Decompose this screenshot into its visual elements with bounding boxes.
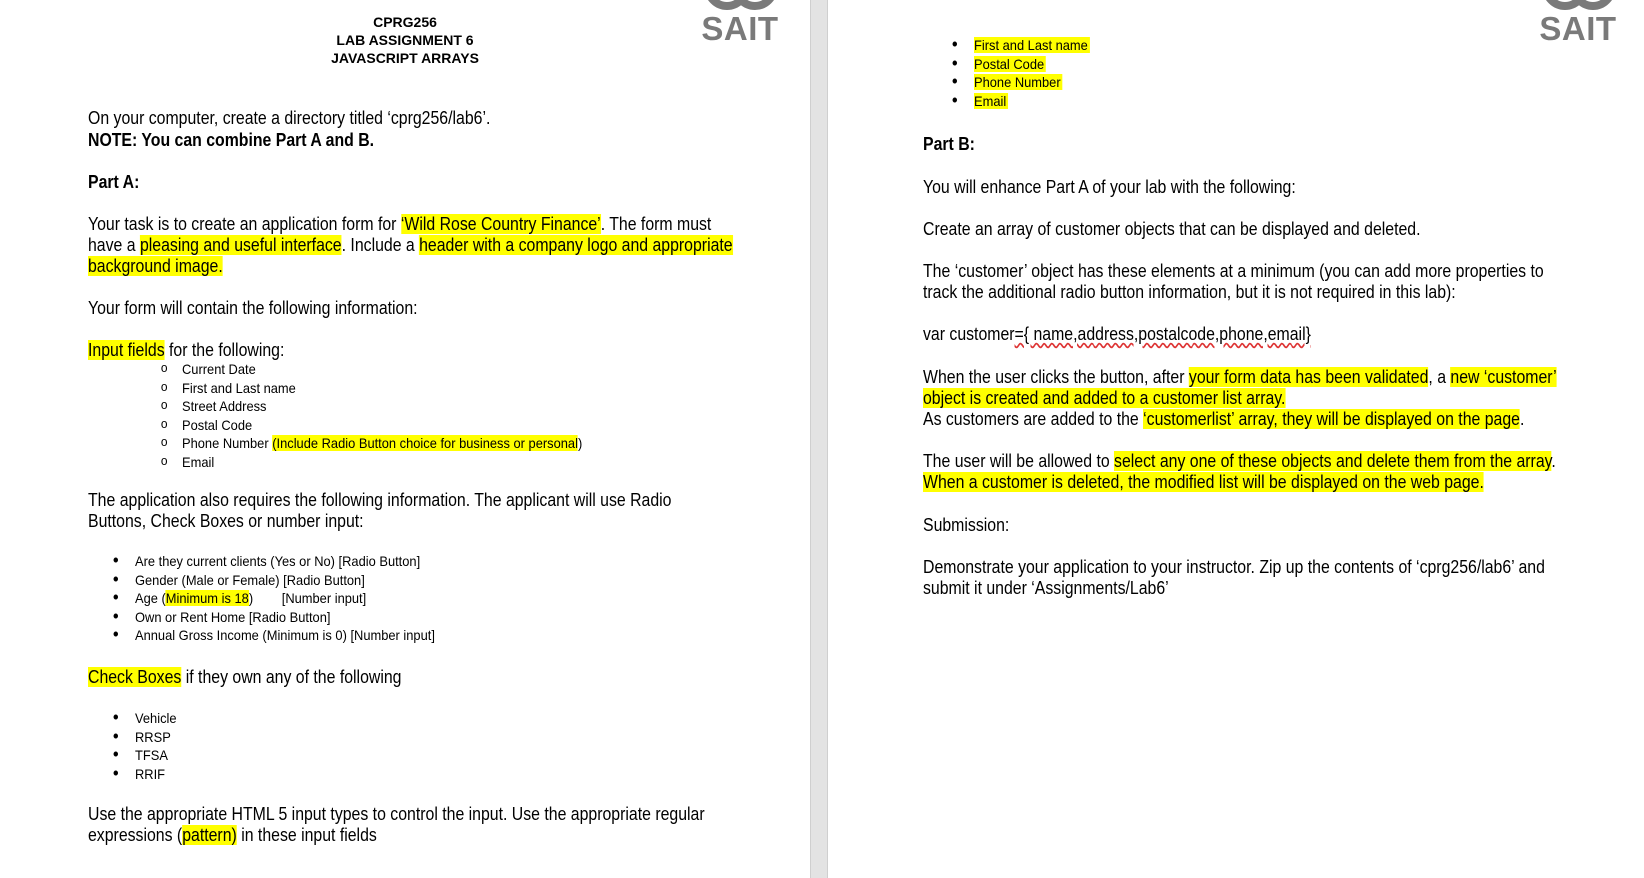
list-item: o Email bbox=[182, 453, 582, 472]
document-page-2 bbox=[828, 0, 1644, 878]
list-item: o Phone Number (Include Radio Button choice for business or personal) bbox=[182, 434, 582, 453]
delete-line-2: When a customer is deleted, the modified list will be displayed on the web page. bbox=[923, 472, 1484, 492]
page-divider bbox=[810, 0, 828, 878]
click-line-1: When the user clicks the button, after your form data has been validated, a new ‘customer’ bbox=[923, 367, 1557, 387]
continued-list bbox=[974, 36, 1100, 110]
html5-line-1: Use the appropriate HTML 5 input types to control the input. Use the appropriate regular bbox=[88, 804, 705, 824]
delete-line-1: The user will be allowed to select any one of these objects and delete them from the array. bbox=[923, 451, 1556, 471]
requirements-list bbox=[135, 552, 461, 645]
input-fields-list bbox=[182, 360, 617, 471]
list-item: o Current Date bbox=[182, 360, 582, 379]
customer-object-line-1: The ‘customer’ object has these elements at a minimum (you can add more properties to bbox=[923, 261, 1544, 281]
check-boxes-list bbox=[135, 709, 180, 783]
note-text: NOTE: You can combine Part A and B. bbox=[88, 130, 375, 150]
sait-logo-mark bbox=[700, 0, 780, 14]
title-line-3: JAVASCRIPT ARRAYS bbox=[331, 50, 479, 66]
check-boxes-heading: Check Boxes if they own any of the following bbox=[88, 667, 402, 687]
list-item: • Vehicle bbox=[135, 709, 177, 728]
task-line-3: background image. bbox=[88, 256, 223, 276]
list-item: • Age (Minimum is 18) [Number input] bbox=[135, 589, 435, 608]
click-line-3: As customers are added to the ‘customerlist’ array, they will be displayed on the page. bbox=[923, 409, 1525, 429]
document-page-1 bbox=[0, 0, 810, 878]
also-requires-line-2: Buttons, Check Boxes or number input: bbox=[88, 511, 364, 531]
customer-object-line-2: track the additional radio button information, but it is not required in this lab): bbox=[923, 282, 1456, 302]
list-item: o Postal Code bbox=[182, 416, 582, 435]
document-title bbox=[310, 13, 500, 67]
sait-logo-text: SAIT bbox=[701, 10, 779, 47]
html5-line-2: expressions (pattern) in these input fields bbox=[88, 825, 377, 845]
list-item: • Are they current clients (Yes or No) [Radio Button] bbox=[135, 552, 435, 571]
list-item: • RRIF bbox=[135, 765, 177, 784]
create-array-text: Create an array of customer objects that can be displayed and deleted. bbox=[923, 219, 1421, 239]
intro-text: On your computer, create a directory titled ‘cprg256/lab6’. bbox=[88, 108, 491, 128]
list-item: • Phone Number bbox=[974, 73, 1090, 92]
sait-logo bbox=[700, 0, 780, 47]
demo-line-1: Demonstrate your application to your instructor. Zip up the contents of ‘cprg256/lab6’ and bbox=[923, 557, 1545, 577]
title-line-2: LAB ASSIGNMENT 6 bbox=[336, 32, 474, 48]
list-item: o First and Last name bbox=[182, 379, 582, 398]
list-item: • Postal Code bbox=[974, 55, 1090, 74]
part-a-heading: Part A: bbox=[88, 172, 140, 192]
sait-logo-text: SAIT bbox=[1539, 10, 1617, 47]
list-item: • First and Last name bbox=[974, 36, 1090, 55]
list-item: • Annual Gross Income (Minimum is 0) [Number input] bbox=[135, 626, 435, 645]
submission-heading: Submission: bbox=[923, 515, 1010, 535]
list-item: • RRSP bbox=[135, 728, 177, 747]
title-line-1: CPRG256 bbox=[373, 14, 437, 30]
task-line-1: Your task is to create an application form for ‘Wild Rose Country Finance’. The form must bbox=[88, 214, 712, 234]
list-item: • TFSA bbox=[135, 746, 177, 765]
part-b-heading: Part B: bbox=[923, 134, 975, 154]
demo-line-2: submit it under ‘Assignments/Lab6’ bbox=[923, 578, 1169, 598]
list-item: • Email bbox=[974, 92, 1090, 111]
sait-logo bbox=[1538, 0, 1618, 47]
list-item: • Gender (Male or Female) [Radio Button] bbox=[135, 571, 435, 590]
input-fields-heading: Input fields for the following: bbox=[88, 340, 285, 360]
enhance-text: You will enhance Part A of your lab with the following: bbox=[923, 177, 1296, 197]
list-item: o Street Address bbox=[182, 397, 582, 416]
click-line-2: object is created and added to a customer list array. bbox=[923, 388, 1286, 408]
form-contains-text: Your form will contain the following information: bbox=[88, 298, 418, 318]
list-item: • Own or Rent Home [Radio Button] bbox=[135, 608, 435, 627]
sait-logo-mark bbox=[1538, 0, 1618, 14]
customer-code-line: var customer={ name,address,postalcode,phone,email} bbox=[923, 324, 1311, 344]
task-line-2: have a pleasing and useful interface. Include a header with a company logo and appropriate bbox=[88, 235, 733, 255]
also-requires-line-1: The application also requires the following information. The applicant will use Radio bbox=[88, 490, 672, 510]
